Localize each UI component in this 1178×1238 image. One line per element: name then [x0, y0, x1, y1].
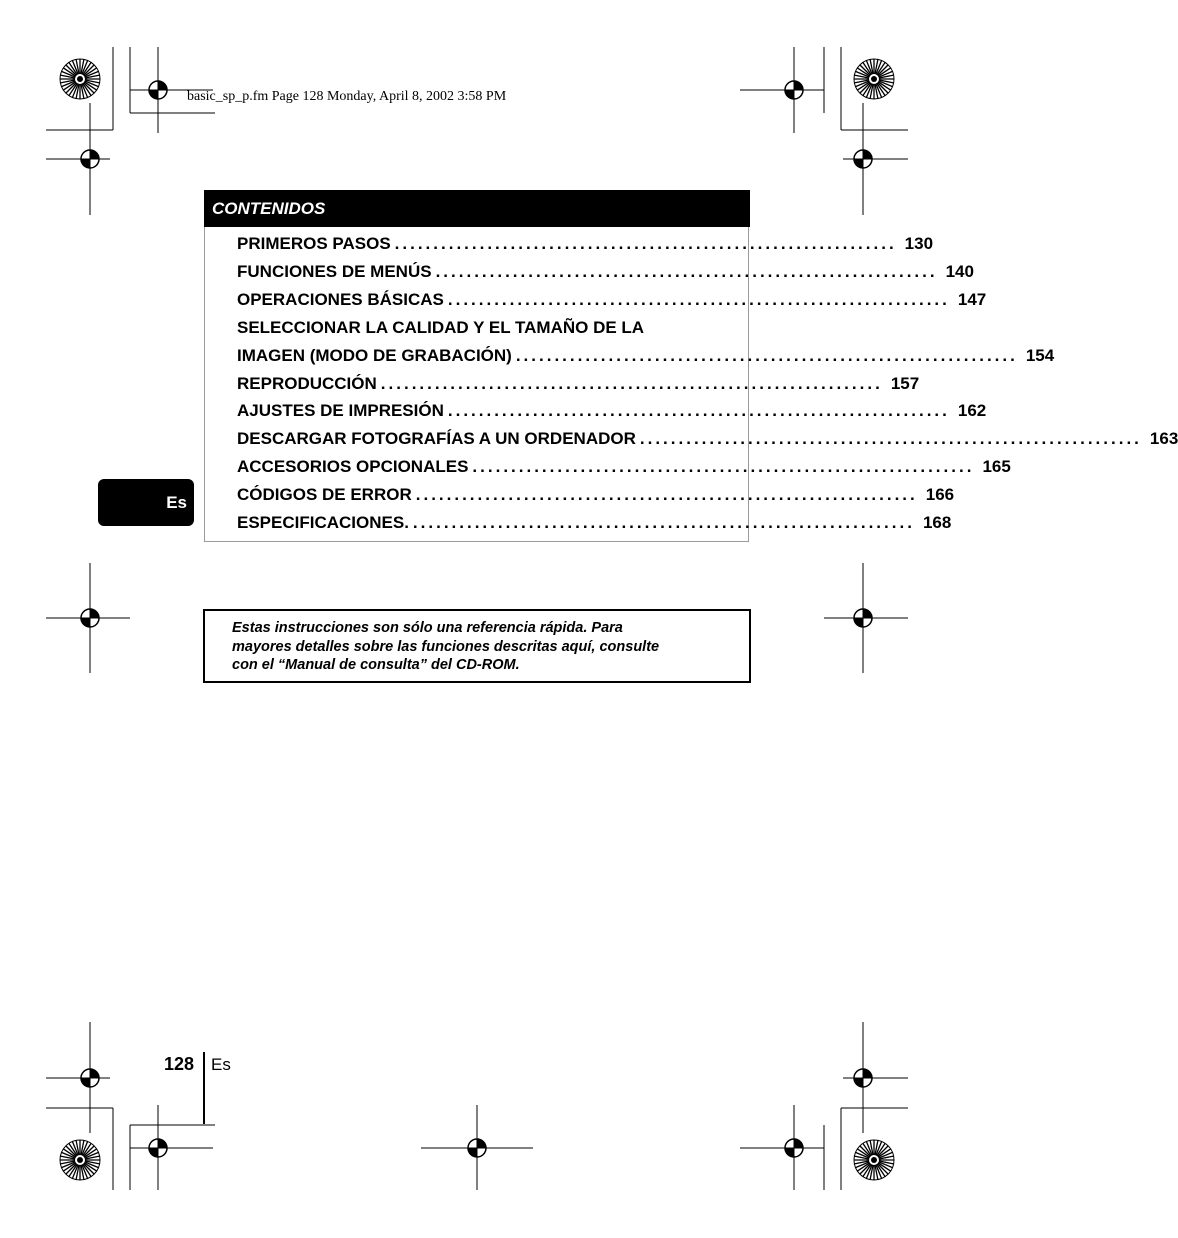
toc-entry-page: 168: [922, 513, 952, 532]
toc-entry-label: IMAGEN (MODO DE GRABACIÓN): [237, 346, 512, 365]
toc-entry-label: PRIMEROS PASOS: [237, 234, 391, 253]
toc-leader-dots: .................................................................: [394, 234, 897, 253]
language-tab: Es: [98, 479, 194, 526]
toc-entry-page: 130: [904, 234, 934, 253]
toc-entry-page: 157: [890, 374, 920, 393]
toc-entry-page: 147: [957, 290, 987, 309]
toc-entry-label: SELECCIONAR LA CALIDAD Y EL TAMAÑO DE LA: [237, 318, 645, 337]
toc-leader-dots: .................................................................: [515, 346, 1018, 365]
toc-leader-dots: .................................................................: [435, 262, 938, 281]
note-line: mayores detalles sobre las funciones descritas aquí, consulte: [232, 638, 660, 655]
toc-leader-dots: .................................................................: [639, 429, 1142, 448]
toc-entry: [237, 286, 987, 314]
toc-entry: [237, 370, 920, 398]
file-info-header: basic_sp_p.fm Page 128 Monday, April 8, 2002 3:58 PM: [187, 89, 507, 104]
toc-leader-dots: .................................................................: [412, 513, 915, 532]
footer-language: Es: [211, 1055, 231, 1074]
page-number: 128: [164, 1054, 195, 1074]
toc-title: CONTENIDOS: [204, 190, 750, 227]
toc-entry: [237, 509, 952, 537]
toc-entry: [237, 230, 934, 258]
toc-entry: [237, 481, 955, 509]
quick-reference-note: [203, 609, 751, 683]
toc-entry-page: 140: [945, 262, 974, 281]
toc-entry: [237, 342, 1055, 370]
toc-entry-page: 162: [957, 401, 987, 420]
toc-entry-page: 166: [925, 485, 955, 504]
note-line: Estas instrucciones son sólo una referencia rápida. Para: [232, 620, 623, 636]
toc-entry-label: ACCESORIOS OPCIONALES: [237, 457, 469, 476]
toc-leader-dots: .................................................................: [415, 485, 918, 504]
toc-leader-dots: .................................................................: [380, 374, 883, 393]
toc-entry-label: OPERACIONES BÁSICAS: [237, 290, 444, 309]
toc-entry-page: 163: [1149, 429, 1178, 448]
toc-leader-dots: .................................................................: [472, 457, 975, 476]
toc-entry: [237, 453, 1011, 481]
toc-entry-page: 154: [1025, 346, 1055, 365]
toc-entry-label: FUNCIONES DE MENÚS: [237, 262, 432, 281]
note-line: con el “Manual de consulta” del CD-ROM.: [232, 657, 520, 673]
toc-leader-dots: .................................................................: [447, 290, 950, 309]
toc-entry: [237, 314, 724, 342]
footer-divider: [203, 1052, 205, 1124]
toc-entry-label: CÓDIGOS DE ERROR: [237, 485, 412, 504]
toc-entry: [237, 397, 987, 425]
toc-leader-dots: .................................................................: [447, 401, 950, 420]
toc-entry-label: AJUSTES DE IMPRESIÓN: [237, 401, 444, 420]
toc-entry-label: REPRODUCCIÓN: [237, 374, 377, 393]
toc-entry: [237, 425, 1178, 453]
toc-entry-page: 165: [982, 457, 1011, 476]
toc-entry-label: DESCARGAR FOTOGRAFÍAS A UN ORDENADOR: [237, 429, 636, 448]
toc-entry: [237, 258, 974, 286]
toc-entry-label: ESPECIFICACIONES.: [237, 513, 409, 532]
